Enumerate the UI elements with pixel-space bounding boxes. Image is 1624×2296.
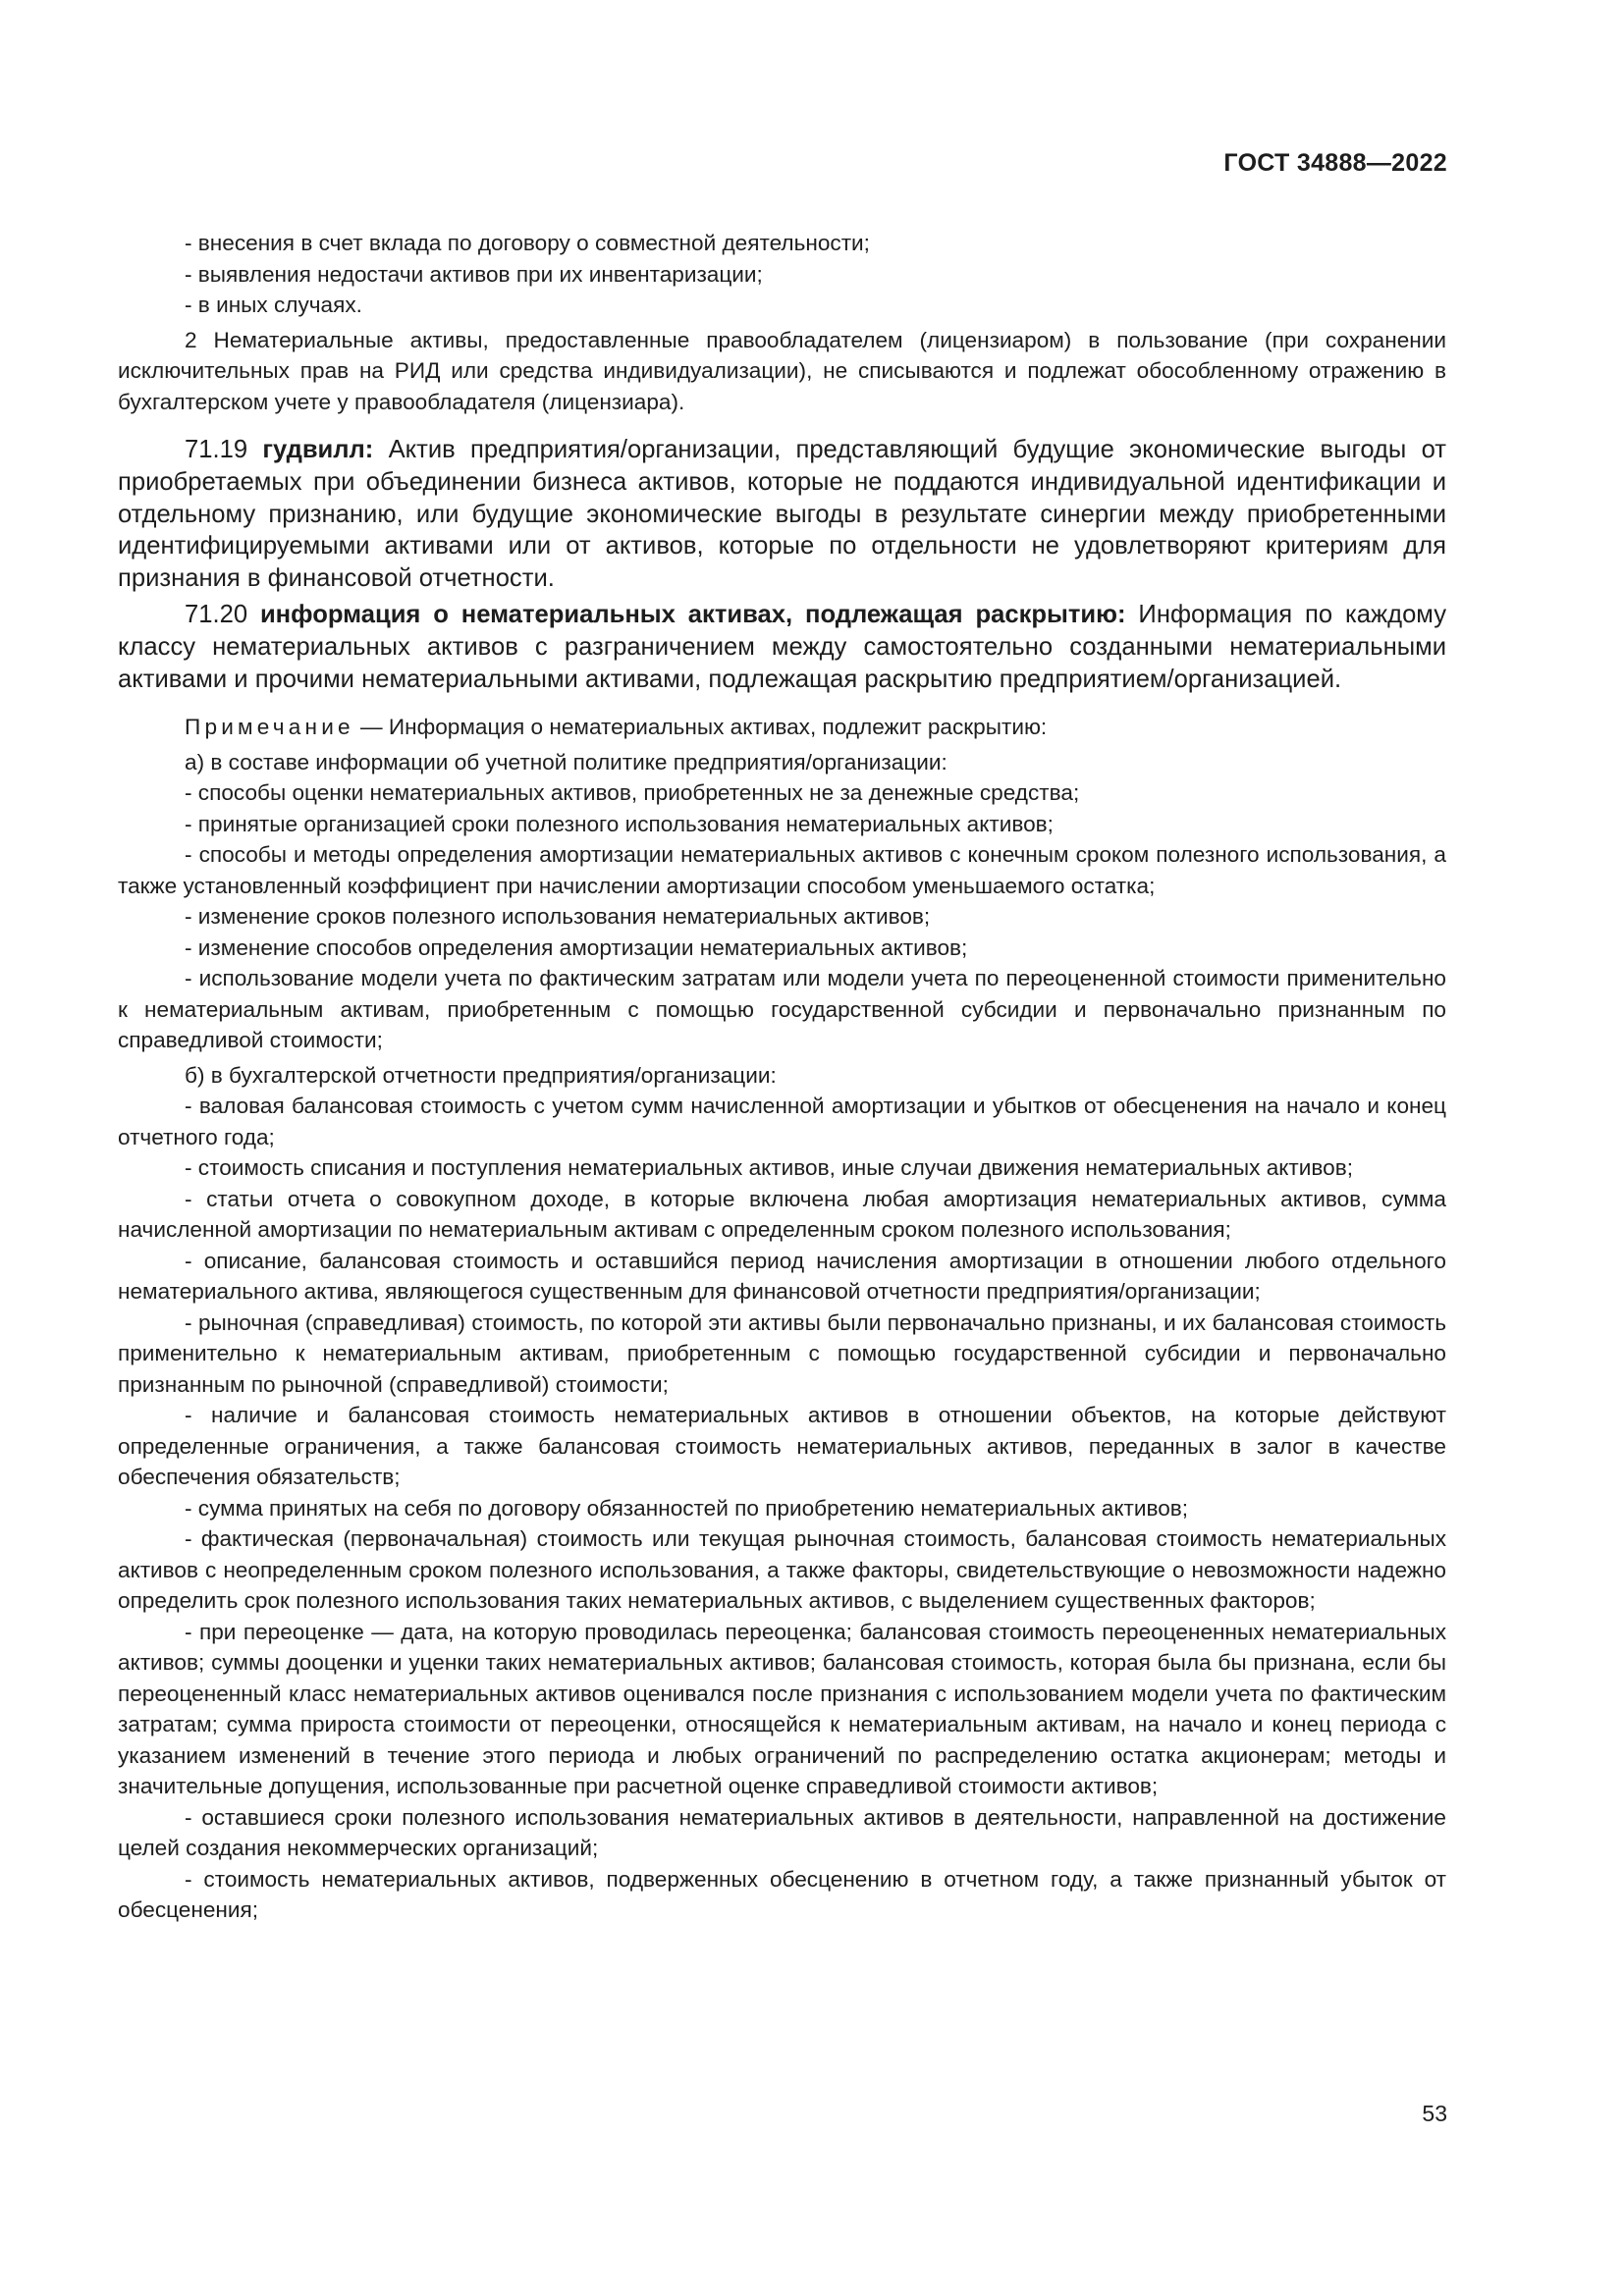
page-body (118, 228, 1446, 1926)
list-heading: а) в составе информации об учетной политике предприятия/организации: (185, 749, 947, 774)
list-item: - валовая балансовая стоимость с учетом сумм начисленной амортизации и убытков от обесценения на начало и конец отчетного года; (118, 1094, 1446, 1149)
note-label: Примечание (185, 715, 354, 740)
list-heading: б) в бухгалтерской отчетности предприятия/организации: (185, 1062, 777, 1088)
term-number: 71.20 (185, 600, 260, 628)
note-heading (118, 712, 1446, 743)
list-item: - изменение способов определения амортизации нематериальных активов; (185, 934, 968, 960)
list-item: - оставшиеся сроки полезного использования нематериальных активов в деятельности, направленной на достижение целей создания некоммерческих организаций; (118, 1804, 1446, 1861)
list-item: - в иных случаях. (185, 293, 362, 317)
list-item: - фактическая (первоначальная) стоимость или текущая рыночная стоимость, балансовая стоимость нематериальных активов с неопределенным сроком полезного использования, а также факторы, свидетельствующие о невозможности надежно определить срок полезного использования таких нематериальных активов, с выделением существенных факторов; (118, 1526, 1446, 1614)
list-item: - выявления недостачи активов при их инвентаризации; (185, 261, 763, 287)
list-item: - принятые организацией сроки полезного использования нематериальных активов; (185, 811, 1054, 836)
list-item: - стоимость нематериальных активов, подверженных обесценению в отчетном году, а также признанный убыток от обесценения; (118, 1866, 1446, 1923)
list-item: - изменение сроков полезного использования нематериальных активов; (185, 904, 931, 930)
term-71-19 (118, 434, 1446, 595)
term-definition: Актив предприятия/организации, представляющий будущие экономические выгоды от приобретаемых при объединении бизнеса активов, которые не поддаются индивидуальной идентификации и отдельному признанию, или будущие экономические выгоды в результате синергии между приобретенными идентифицируемыми активами или от активов, которые по отдельности не удовлетворяют критериям для признания в финансовой отчетности. (118, 436, 1446, 593)
list-item: - при переоценке — дата, на которую проводилась переоценка; балансовая стоимость переоцененных нематериальных активов; суммы дооценки и уценки таких нематериальных активов; балансовая стоимость, которая была бы признана, если бы переоцененный класс нематериальных активов оценивался после признания с использованием модели учета по фактическим затратам; сумма прироста стоимости от переоценки, относящейся к нематериальным активам, на начало и конец периода с указанием изменений в течение этого периода и любых ограничений по распределению остатка акционерам; методы и значительные допущения, использованные при расчетной оценке справедливой стоимости активов; (118, 1619, 1446, 1799)
term-number: 71.19 (185, 436, 263, 463)
list-item: - внесения в счет вклада по договору о совместной деятельности; (185, 231, 870, 255)
list-item: - способы оценки нематериальных активов, приобретенных не за денежные средства; (185, 780, 1080, 806)
page-number: 53 (1422, 2101, 1447, 2126)
list-item: - сумма принятых на себя по договору обязанностей по приобретению нематериальных активов; (185, 1495, 1189, 1521)
term-71-20 (118, 599, 1446, 695)
list-item: - статьи отчета о совокупном доходе, в которые включена любая амортизация нематериальных активов, сумма начисленной амортизации по нематериальным активам с определенным сроком полезного использования; (118, 1186, 1446, 1243)
note-text: — Информация о нематериальных активах, подлежит раскрытию: (353, 715, 1048, 740)
term-title: гудвилл: (262, 436, 374, 463)
term-title: информация о нематериальных активах, подлежащая раскрытию: (259, 600, 1126, 628)
list-item: - использование модели учета по фактическим затратам или модели учета по переоцененной стоимости применительно к нематериальным активам, приобретенным с помощью государственной субсидии и первоначально признанным по справедливой стоимости; (118, 966, 1446, 1053)
list-item: - способы и методы определения амортизации нематериальных активов с конечным сроком полезного использования, а также установленный коэффициент при начислении амортизации способом уменьшаемого остатка; (118, 842, 1446, 898)
term-definition: Информация по каждому классу нематериальных активов с разграничением между самостоятельно созданными нематериальными активами и прочими нематериальными активами, подлежащая раскрытию предприятием/организацией. (118, 600, 1446, 693)
list-item: - описание, балансовая стоимость и оставшийся период начисления амортизации в отношении любого отдельного нематериального актива, являющегося существенным для финансовой отчетности предприятия/организации; (118, 1248, 1446, 1305)
list-item: - рыночная (справедливая) стоимость, по которой эти активы были первоначально признаны, и их балансовая стоимость применительно к нематериальным активам, приобретенным с помощью государственной субсидии и первоначально признанным по рыночной (справедливой) стоимости; (118, 1309, 1446, 1397)
list-item: - наличие и балансовая стоимость нематериальных активов в отношении объектов, на которые действуют определенные ограничения, а также балансовая стоимость нематериальных активов, переданных в залог в качестве обеспечения обязательств; (118, 1403, 1446, 1490)
note-paragraph: 2 Нематериальные активы, предоставленные правообладателем (лицензиаром) в пользование (при сохранении исключительных прав на РИД или средства индивидуализации), не списываются и подлежат обособленному отражению в бухгалтерском учете у правообладателя (лицензиара). (118, 327, 1446, 414)
document-header: ГОСТ 34888—2022 (1223, 149, 1447, 177)
list-item: - стоимость списания и поступления нематериальных активов, иные случаи движения нематериальных активов; (185, 1155, 1353, 1181)
